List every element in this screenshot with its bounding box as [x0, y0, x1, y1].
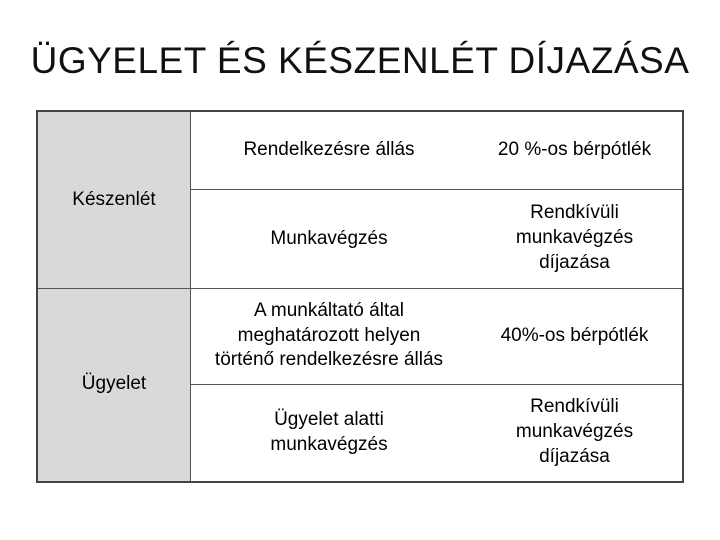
divider-left-mid	[38, 288, 191, 289]
category-ugyelet-label: Ügyelet	[81, 373, 147, 395]
category-ugyelet	[38, 288, 191, 481]
row1-pay	[467, 112, 682, 189]
row4-activity	[191, 384, 467, 481]
row2-pay-line3: díjazása	[539, 251, 610, 273]
row3-activity-line3: történő rendelkezésre állás	[214, 349, 444, 371]
row3-activity	[191, 288, 467, 384]
row4-activity-line2: munkavégzés	[270, 433, 388, 455]
row3-pay	[467, 288, 682, 384]
row1-activity	[191, 112, 467, 189]
row2-pay	[467, 189, 682, 288]
row4-pay	[467, 384, 682, 481]
row1-activity-text: Rendelkezésre állás	[243, 139, 415, 161]
row3-pay-text: 40%-os bérpótlék	[500, 324, 649, 346]
row2-activity-text: Munkavégzés	[270, 228, 388, 250]
compensation-table	[36, 110, 684, 483]
row4-pay-line3: díjazása	[539, 445, 610, 467]
row4-activity-line1: Ügyelet alatti	[274, 408, 384, 430]
page-title: ÜGYELET ÉS KÉSZENLÉT DÍJAZÁSA	[30, 40, 690, 81]
row2-activity	[191, 189, 467, 288]
row2-pay-line1: Rendkívüli	[530, 202, 619, 224]
category-keszenlet-label: Készenlét	[72, 188, 156, 210]
category-keszenlet	[38, 112, 191, 288]
row3-activity-line2: meghatározott helyen	[237, 324, 421, 346]
row4-pay-line1: Rendkívüli	[530, 396, 619, 418]
row1-pay-text: 20 %-os bérpótlék	[497, 139, 652, 161]
row3-activity-line1: A munkáltató által	[254, 299, 404, 321]
row2-pay-line2: munkavégzés	[515, 227, 634, 249]
row4-pay-line2: munkavégzés	[515, 421, 634, 443]
